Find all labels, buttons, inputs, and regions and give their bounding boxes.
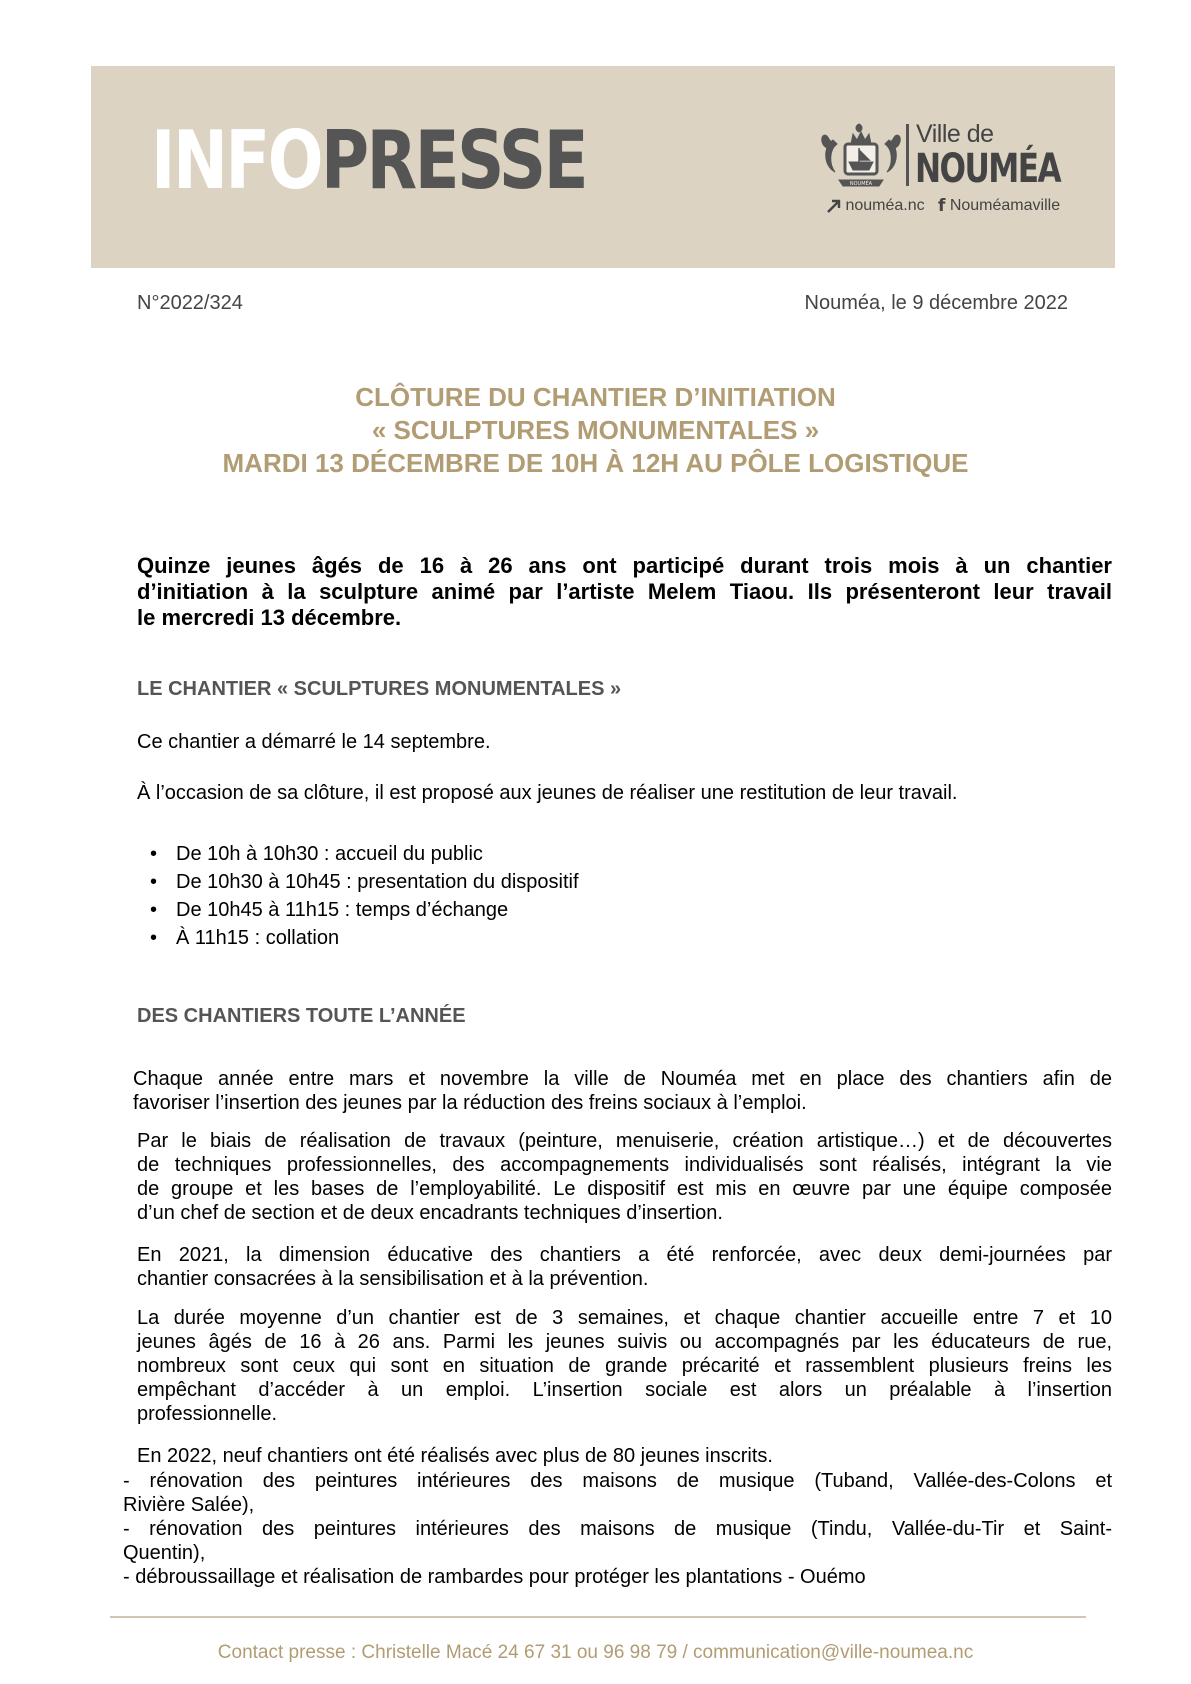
schedule-list [150, 840, 579, 952]
lead-line: Quinze jeunes âgés de 16 à 26 ans ont participé durant trois mois à un chantier [137, 553, 1112, 578]
section2-paragraph-2 [137, 1129, 1112, 1225]
text-line: En 2021, la dimension éducative des chantiers a été renforcée, avec deux demi-journées par [137, 1244, 1112, 1266]
schedule-item: • De 10h45 à 11h15 : temps d’échange [150, 896, 579, 924]
facebook-link[interactable]: Nouméamaville [949, 197, 1061, 214]
section1-paragraph-2: À l’occasion de sa clôture, il est proposé aux jeunes de réaliser une restitution de leur travail. [137, 782, 958, 804]
section2-paragraph-1 [133, 1067, 1112, 1115]
brand-main: NOUMÉA [915, 146, 1061, 192]
masthead [151, 116, 586, 206]
text-line: Chaque année entre mars et novembre la ville de Nouméa met en place des chantiers afin de [133, 1068, 1112, 1090]
crest-icon [819, 122, 903, 192]
title-line-3: MARDI 13 DÉCEMBRE DE 10H À 12H AU PÔLE LOGISTIQUE [222, 448, 969, 478]
brand-top: Ville de [916, 120, 994, 148]
arrow-icon [827, 199, 841, 213]
text-line: favoriser l’insertion des jeunes par la réduction des freins sociaux à l’emploi. [133, 1092, 807, 1114]
text-line: - débroussaillage et réalisation de rambardes pour protéger les plantations - Ouémo [123, 1566, 866, 1588]
text-line: Par le biais de réalisation de travaux (peinture, menuiserie, création artistique…) et de découvertes [137, 1130, 1112, 1152]
text-line: professionnelle. [137, 1403, 278, 1425]
lead-paragraph [137, 553, 1112, 631]
city-logo [819, 120, 1089, 220]
section-heading-chantier: LE CHANTIER « SCULPTURES MONUMENTALES » [137, 678, 622, 700]
facebook-icon: f [937, 196, 946, 216]
masthead-info: INFO [151, 114, 322, 207]
press-release-number: N°2022/324 [137, 292, 243, 314]
site-link[interactable]: nouméa.nc [845, 197, 925, 214]
text-line: - rénovation des peintures intérieures des maisons de musique (Tindu, Vallée-du-Tir et Saint- [123, 1518, 1112, 1540]
schedule-item: • À 11h15 : collation [150, 924, 579, 952]
text-line: jeunes âgés de 16 à 26 ans. Parmi les jeunes suivis ou accompagnés par les éducateurs de rue, [137, 1331, 1112, 1353]
text-line: d’un chef de section et de deux encadrants techniques d’insertion. [137, 1202, 723, 1224]
page-title [90, 381, 1101, 480]
footer-divider [110, 1616, 1086, 1618]
lead-line: d’initiation à la sculpture animé par l’artiste Melem Tiaou. Ils présenteront leur travail [137, 579, 1112, 604]
section2-paragraph-4 [137, 1306, 1112, 1426]
text-line: Rivière Salée), [123, 1494, 255, 1516]
text-line: de techniques professionnelles, des accompagnements individualisés sont réalisés, intégrant la vie [137, 1154, 1112, 1176]
masthead-presse: PRESSE [321, 114, 587, 207]
brand-separator [906, 124, 909, 186]
press-release-date: Nouméa, le 9 décembre 2022 [804, 292, 1068, 314]
section1-paragraph-1: Ce chantier a démarré le 14 septembre. [137, 731, 491, 753]
brand-links [827, 196, 1060, 216]
text-line: empêchant d’accéder à un emploi. L’insertion sociale est alors un préalable à l’insertion [137, 1379, 1112, 1401]
title-line-1: CLÔTURE DU CHANTIER D’INITIATION [355, 382, 836, 412]
header-banner [91, 66, 1115, 268]
section2-paragraph-5: En 2022, neuf chantiers ont été réalisés avec plus de 80 jeunes inscrits. [137, 1445, 773, 1467]
lead-line: le mercredi 13 décembre. [137, 605, 402, 630]
footer-contact: Contact presse : Christelle Macé 24 67 31 ou 96 98 79 / communication@ville-noumea.nc [217, 1642, 974, 1663]
text-line: nombreux sont ceux qui sont en situation de grande précarité et rassemblent plusieurs freins les [137, 1355, 1112, 1377]
schedule-item: • De 10h30 à 10h45 : presentation du dispositif [150, 868, 579, 896]
text-line: de groupe et les bases de l’employabilité. Le dispositif est mis en œuvre par une équipe composée [137, 1178, 1112, 1200]
schedule-item: • De 10h à 10h30 : accueil du public [150, 840, 579, 868]
chantiers-list [123, 1469, 1112, 1589]
text-line: - rénovation des peintures intérieures des maisons de musique (Tuband, Vallée-des-Colons et [123, 1470, 1112, 1492]
text-line: Quentin), [123, 1542, 206, 1564]
text-line: chantier consacrées à la sensibilisation et à la prévention. [137, 1268, 649, 1290]
text-line: La durée moyenne d’un chantier est de 3 semaines, et chaque chantier accueille entre 7 et 10 [137, 1307, 1112, 1329]
section-heading-chantiers-annee: DES CHANTIERS TOUTE L’ANNÉE [137, 1005, 466, 1027]
section2-paragraph-3 [137, 1243, 1112, 1291]
title-line-2: « SCULPTURES MONUMENTALES » [371, 415, 820, 445]
crest-label: NOUMÉA [849, 181, 873, 187]
